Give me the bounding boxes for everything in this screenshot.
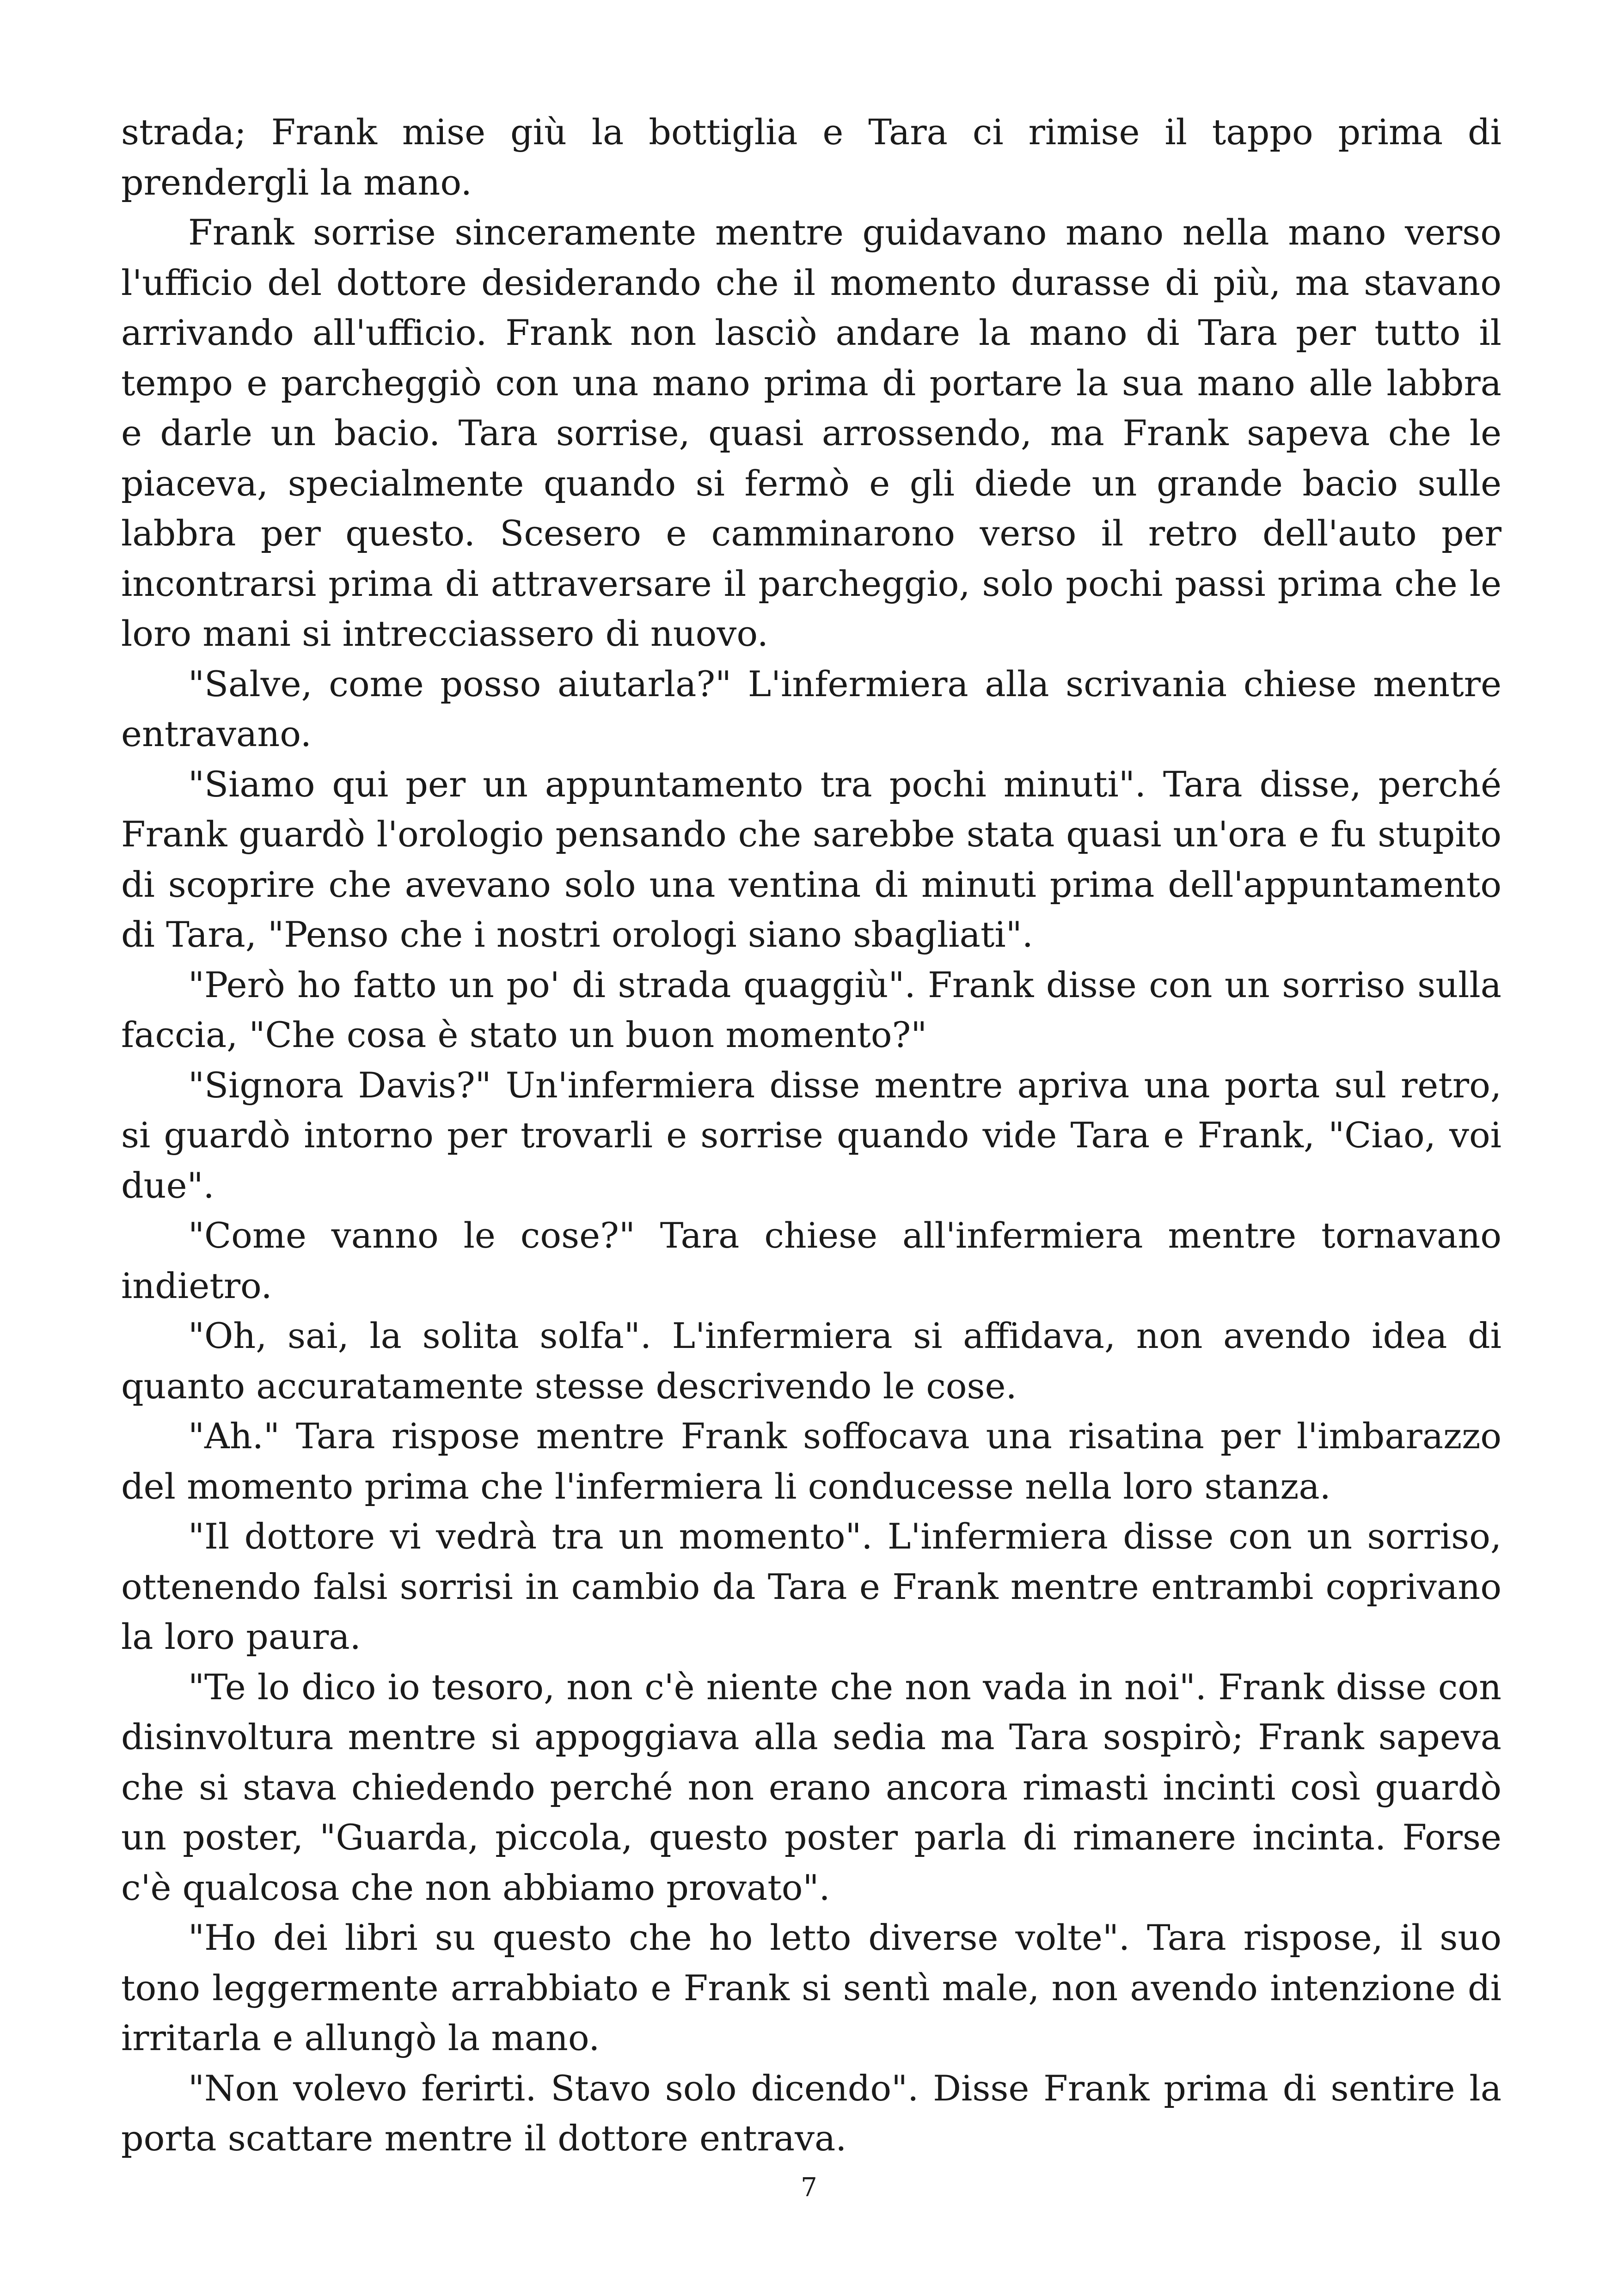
paragraph: "Ah." Tara rispose mentre Frank soffocava una risatina per l'imbarazzo del momento prima che l'infermiera li conducesse nella loro stanza. (121, 1415, 1502, 1507)
paragraph: "Salve, come posso aiutarla?" L'infermiera alla scrivania chiese mentre entravano. (121, 663, 1502, 754)
body-text (121, 107, 1502, 2164)
paragraph: "Signora Davis?" Un'infermiera disse mentre apriva una porta sul retro, si guardò intorno per trovarli e sorrise quando vide Tara e Frank, "Ciao, voi due". (121, 1064, 1502, 1206)
paragraph: "Non volevo ferirti. Stavo solo dicendo". Disse Frank prima di sentire la porta scattare mentre il dottore entrava. (121, 2067, 1502, 2159)
paragraph: "Come vanno le cose?" Tara chiese all'infermiera mentre tornavano indietro. (121, 1215, 1502, 1306)
paragraph: "Il dottore vi vedrà tra un momento". L'infermiera disse con un sorriso, ottenendo falsi sorrisi in cambio da Tara e Frank mentre entrambi coprivano la loro paura. (121, 1516, 1502, 1657)
paragraph: Frank sorrise sinceramente mentre guidavano mano nella mano verso l'ufficio del dottore desiderando che il momento durasse di più, ma stavano arrivando all'ufficio. Frank non lasciò andare la mano di Tara per tutto il tempo e parcheggiò con una mano prima di portare la sua mano alle labbra e darle un bacio. Tara sorrise, quasi arrossendo, ma Frank sapeva che le piaceva, specialmente quando si fermò e gli diede un grande bacio sulle labbra per questo. Scesero e camminarono verso il retro dell'auto per incontrarsi prima di attraversare il parcheggio, solo pochi passi prima che le loro mani si intrecciassero di nuovo. (121, 212, 1502, 654)
paragraph: "Siamo qui per un appuntamento tra pochi minuti". Tara disse, perché Frank guardò l'orologio pensando che sarebbe stata quasi un'ora e fu stupito di scoprire che avevano solo una ventina di minuti prima dell'appuntamento di Tara, "Penso che i nostri orologi siano sbagliati". (121, 763, 1502, 955)
page-number: 7 (801, 2173, 817, 2203)
paragraph: strada; Frank mise giù la bottiglia e Tara ci rimise il tappo prima di prendergli la mano. (121, 111, 1502, 203)
paragraph: "Ho dei libri su questo che ho letto diverse volte". Tara rispose, il suo tono leggermente arrabbiato e Frank si sentì male, non avendo intenzione di irritarla e allungò la mano. (121, 1917, 1502, 2058)
paragraph: "Te lo dico io tesoro, non c'è niente che non vada in noi". Frank disse con disinvoltura mentre si appoggiava alla sedia ma Tara sospirò; Frank sapeva che si stava chiedendo perché non erano ancora rimasti incinti così guardò un poster, "Guarda, piccola, questo poster parla di rimanere incinta. Forse c'è qualcosa che non abbiamo provato". (121, 1666, 1502, 1908)
paragraph: "Oh, sai, la solita solfa". L'infermiera si affidava, non avendo idea di quanto accuratamente stesse descrivendo le cose. (121, 1315, 1502, 1407)
paragraph: "Però ho fatto un po' di strada quaggiù". Frank disse con un sorriso sulla faccia, "Che cosa è stato un buon momento?" (121, 964, 1502, 1055)
